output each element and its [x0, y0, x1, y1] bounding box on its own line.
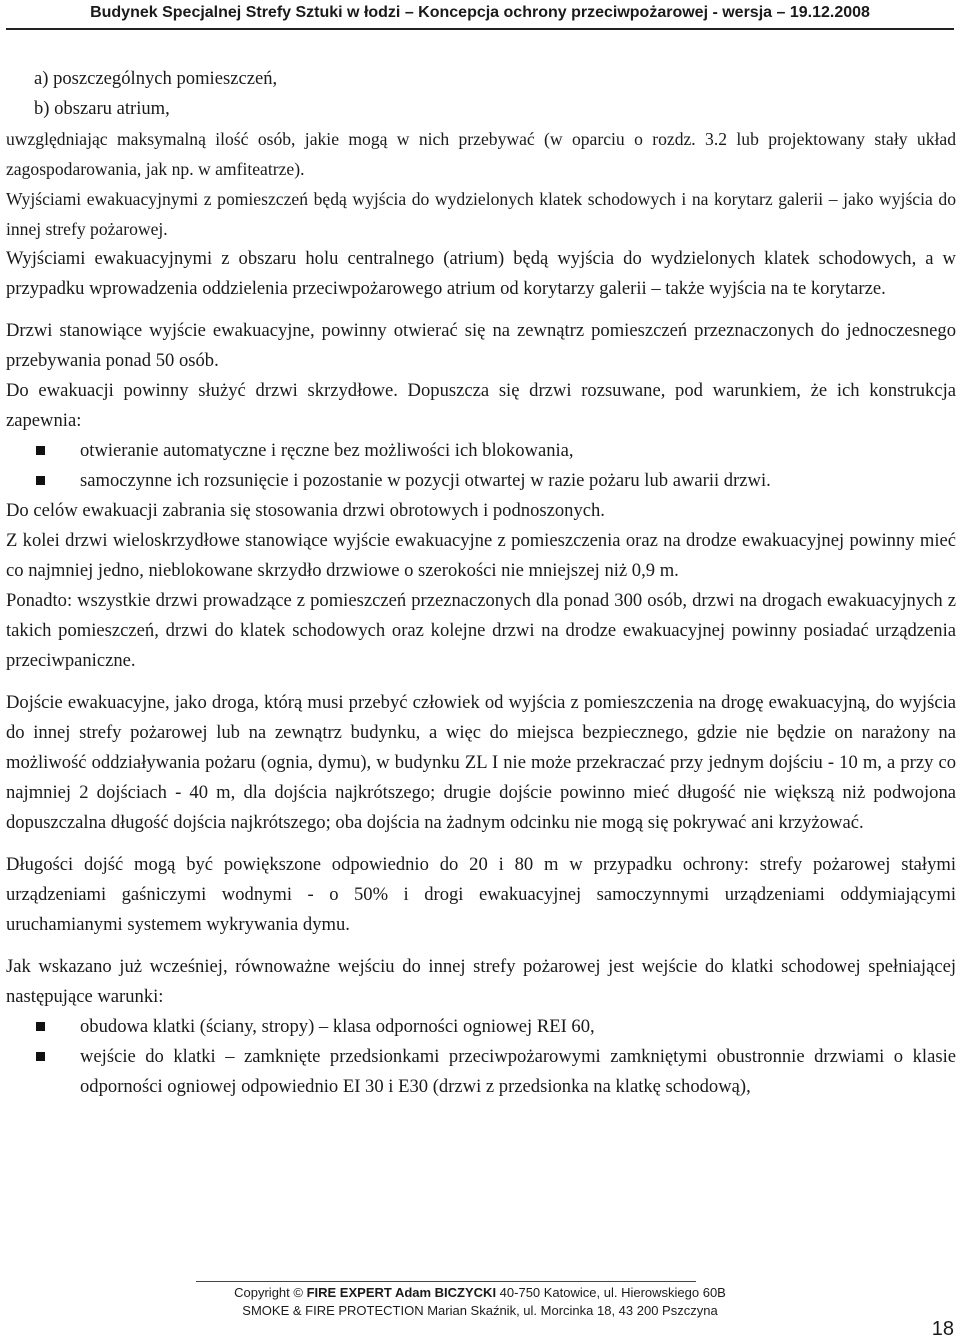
footer-rule: [196, 1281, 696, 1282]
page-footer: [0, 1284, 960, 1320]
list-item-b: b) obszaru atrium,: [34, 98, 170, 119]
bullet-text: obudowa klatki (ściany, stropy) – klasa odporności ogniowej REI 60,: [80, 1016, 595, 1037]
footer-copyright: Copyright ©: [234, 1285, 307, 1300]
bullet-text: wejście do klatki – zamknięte przedsionkami przeciwpożarowymi zamkniętymi obustronnie drzwiami o klasie odporności ogniowej odpowiednio EI 30 i E30 (drzwi z przedsionka na klatkę schodową),: [80, 1046, 956, 1097]
square-bullet-icon: [36, 446, 45, 455]
running-header: [0, 0, 960, 30]
header-rule: [6, 28, 954, 30]
document-body: [6, 64, 956, 1102]
bullet-text: samoczynne ich rozsunięcie i pozostanie w pozycji otwartej w razie pożaru lub awarii drzwi.: [80, 470, 771, 491]
paragraph-5: Do ewakuacji powinny służyć drzwi skrzydłowe. Dopuszcza się drzwi rozsuwane, pod warunkiem, że ich konstrukcja zapewnia:: [6, 380, 956, 431]
paragraph-7: Z kolei drzwi wieloskrzydłowe stanowiące wyjście ewakuacyjne z pomieszczenia oraz na drodze ewakuacyjnej powinny mieć co najmniej jedno, nieblokowane skrzydło drzwiowe o szerokości nie mniejszej niż 0,9 m.: [6, 530, 956, 581]
footer-address: 40-750 Katowice, ul. Hierowskiego 60B: [496, 1285, 726, 1300]
paragraph-6: Do celów ewakuacji zabrania się stosowania drzwi obrotowych i podnoszonych.: [6, 500, 605, 521]
page-number: 18: [931, 1318, 954, 1340]
footer-line-1: [0, 1284, 960, 1302]
bullet-item: [6, 1042, 956, 1102]
paragraph-10: Długości dojść mogą być powiększone odpowiednio do 20 i 80 m w przypadku ochrony: strefy pożarowej stałymi urządzeniami gaśniczymi wodnymi - o 50% i drogi ewakuacyjnej samoczynnymi urządzeniami oddymiającymi uruchamianymi systemem wykrywania dymu.: [6, 854, 956, 935]
bullet-item: [6, 466, 956, 496]
bullet-text: otwieranie automatyczne i ręczne bez możliwości ich blokowania,: [80, 440, 574, 461]
square-bullet-icon: [36, 476, 45, 485]
footer-line-2: SMOKE & FIRE PROTECTION Marian Skaźnik, ul. Morcinka 18, 43 200 Pszczyna: [242, 1303, 718, 1318]
footer-company: FIRE EXPERT Adam BICZYCKI: [306, 1285, 497, 1300]
paragraph-8: Ponadto: wszystkie drzwi prowadzące z pomieszczeń przeznaczonych dla ponad 300 osób, drzwi na drogach ewakuacyjnych z takich pomieszczeń, drzwi do klatek schodowych oraz kolejne drzwi na drodze ewakuacyjnej powinny posiadać urządzenia przeciwpaniczne.: [6, 590, 956, 671]
square-bullet-icon: [36, 1022, 45, 1031]
paragraph-2: Wyjściami ewakuacyjnymi z pomieszczeń będą wyjścia do wydzielonych klatek schodowych i na korytarz galerii – jako wyjścia do innej strefy pożarowej.: [6, 189, 956, 239]
paragraph-4: Drzwi stanowiące wyjście ewakuacyjne, powinny otwierać się na zewnątrz pomieszczeń przeznaczonych do jednoczesnego przebywania ponad 50 osób.: [6, 320, 956, 371]
list-item-a: a) poszczególnych pomieszczeń,: [34, 68, 278, 89]
square-bullet-icon: [36, 1052, 45, 1061]
paragraph-3: Wyjściami ewakuacyjnymi z obszaru holu centralnego (atrium) będą wyjścia do wydzielonych klatek schodowych, a w przypadku wprowadzenia oddzielenia przeciwpożarowego atrium od korytarzy galerii – także wyjścia na te korytarze.: [6, 248, 956, 299]
paragraph-1: uwzględniając maksymalną ilość osób, jakie mogą w nich przebywać (w oparciu o rozdz. 3.2 lub projektowany stały układ zagospodarowania, jak np. w amfiteatrze).: [6, 129, 956, 179]
paragraph-11: Jak wskazano już wcześniej, równoważne wejściu do innej strefy pożarowej jest wejście do klatki schodowej spełniającej następujące warunki:: [6, 956, 956, 1007]
bullet-item: [6, 1012, 956, 1042]
bullet-item: [6, 436, 956, 466]
header-title: Budynek Specjalnej Strefy Sztuki w łodzi – Koncepcja ochrony przeciwpożarowej - wersja – 19.12.2008: [90, 4, 870, 21]
paragraph-9: Dojście ewakuacyjne, jako droga, którą musi przebyć człowiek od wyjścia z pomieszczenia na drogę ewakuacyjną, do wyjścia do innej strefy pożarowej lub na zewnątrz budynku, a więc do miejsca bezpiecznego, gdzie nie będzie on narażony na możliwość oddziaływania pożaru (ognia, dymu), w budynku ZL I nie może przekraczać przy jednym dojściu - 10 m, a przy co najmniej 2 dojściach - 40 m, dla dojścia najkrótszego; drugie dojście powinno mieć długość nie większą niż podwojona dopuszczalna długość dojścia najkrótszego; oba dojścia na żadnym odcinku nie mogą się pokrywać ani krzyżować.: [6, 692, 956, 833]
